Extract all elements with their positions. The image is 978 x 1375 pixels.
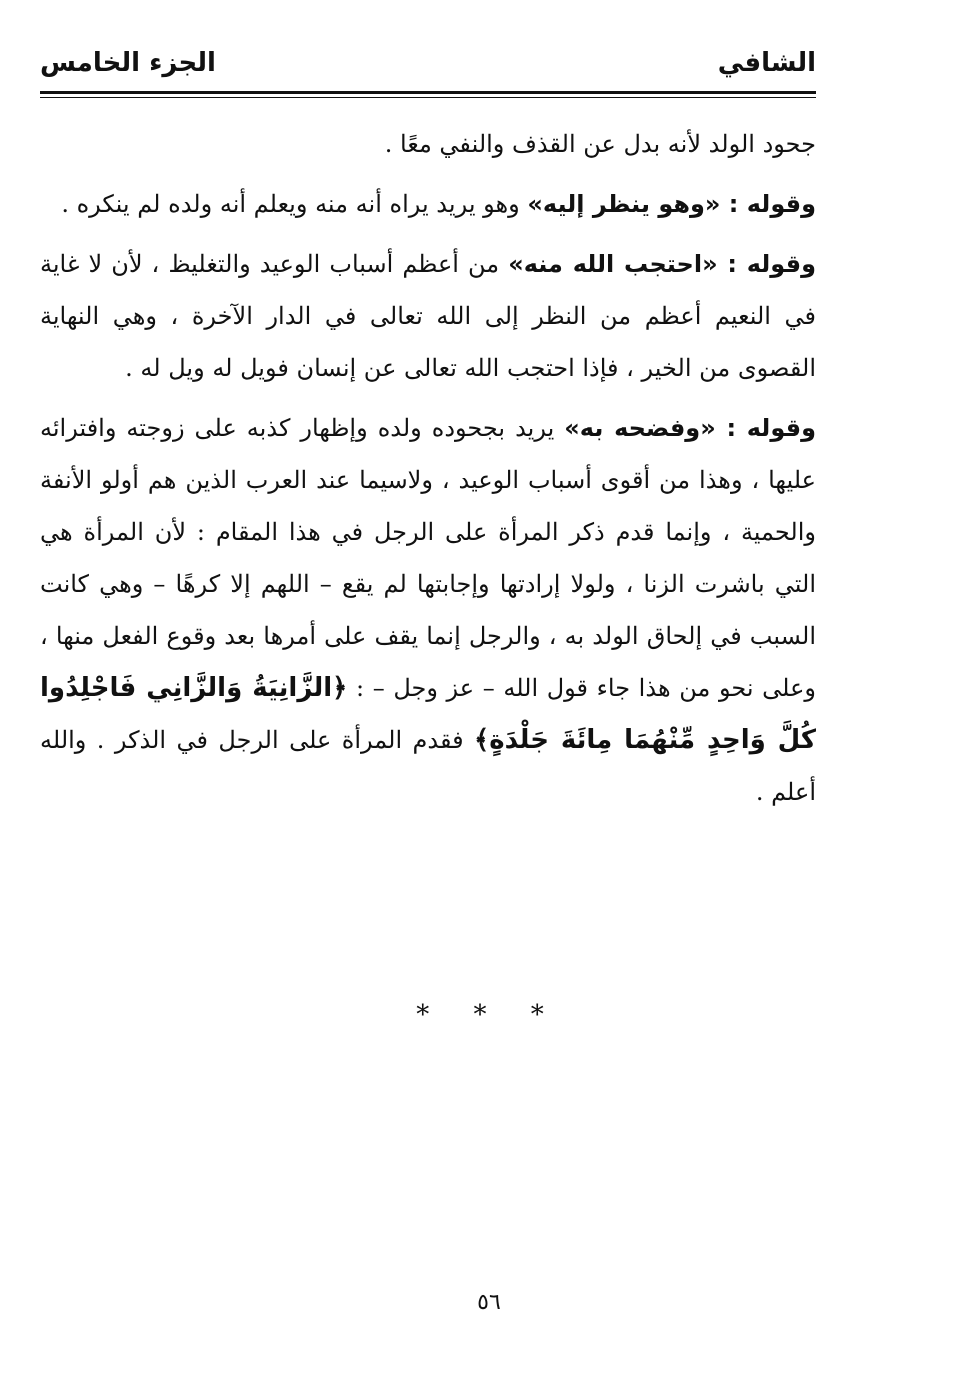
body-text: [40, 118, 816, 826]
paragraph-2-quote: «وهو ينظر إليه»: [527, 190, 721, 218]
paragraph-4-quote: «وفضحه به»: [564, 414, 716, 442]
paragraph-3-text: من أعظم أسباب الوعيد والتغليظ ، لأن لا غاية في النعيم أعظم من النظر إلى الله تعالى في الدار الآخرة ، وهي النهاية القصوى من الخير ، فإذا احتجب الله تعالى عن إنسان فويل له ويل له .: [40, 250, 816, 382]
paragraph-3: [40, 238, 816, 394]
paragraph-2-text: وهو يريد يراه أنه منه ويعلم أنه ولده لم ينكره .: [61, 190, 528, 218]
paragraph-4: [40, 402, 816, 818]
header-rule-thick: [40, 91, 816, 94]
page-header: [40, 48, 816, 92]
section-separator: * * *: [416, 1000, 562, 1030]
paragraph-4-text: يريد بجحوده ولده وإظهار كذبه على زوجته وافترائه عليها ، وهذا من أقوى أسباب الوعيد ، ولاسيما عند العرب الذين هم أولو الأنفة والحمية ، وإنما قدم ذكر المرأة على الرجل في هذا المقام : لأن المرأة هي التي باشرت الزنا ، ولولا إرادتها وإجابتها لم يقع – اللهم إلا كرهًا – وهي كانت السبب في إلحاق الولد به ، والرجل إنما يقف على أمرها بعد وقوع الفعل منها ، وعلى نحو من هذا جاء قول الله – عز وجل – :: [40, 414, 817, 702]
page-number: ٥٦: [477, 1290, 501, 1315]
book-title: الشافي: [717, 48, 816, 78]
paragraph-4-lead: وقوله :: [715, 414, 817, 442]
paragraph-4-tail: فقدم المرأة على الرجل في الذكر . والله أعلم .: [40, 726, 816, 806]
quran-verse: ﴿الزَّانِيَةُ وَالزَّانِي فَاجْلِدُوا كُلَّ وَاحِدٍ مِّنْهُمَا مِائَةَ جَلْدَةٍ﴾: [40, 673, 817, 755]
header-rule-thin: [40, 97, 816, 98]
paragraph-3-lead: وقوله :: [717, 250, 816, 278]
paragraph-3-quote: «احتجب الله منه»: [508, 250, 718, 278]
paragraph-1-text: جحود الولد لأنه بدل عن القذف والنفي معًا .: [384, 130, 816, 158]
paragraph-2: [40, 178, 816, 230]
paragraph-2-lead: وقوله :: [720, 190, 816, 218]
paragraph-1: [40, 118, 816, 170]
part-title: الجزء الخامس: [40, 48, 216, 78]
